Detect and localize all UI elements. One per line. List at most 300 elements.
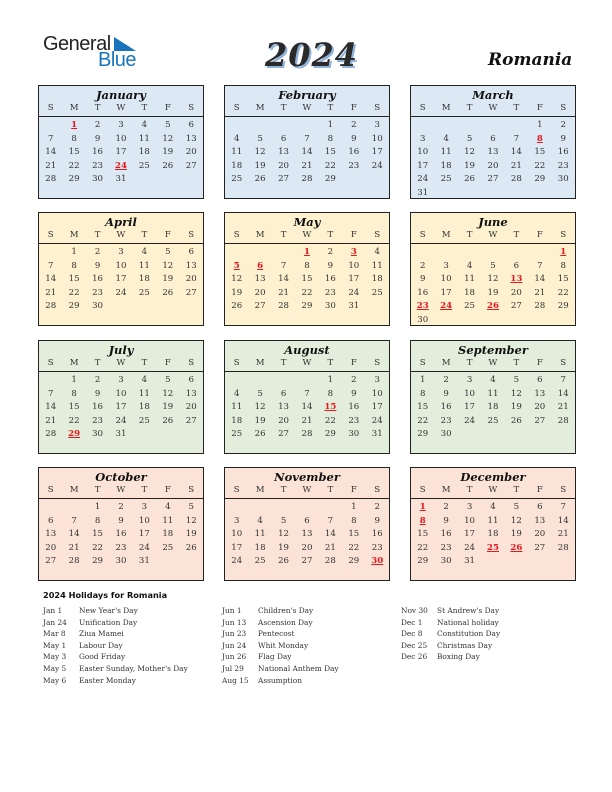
day-cell: 8 <box>71 133 77 144</box>
day-cell: 13 <box>278 402 290 413</box>
day-cell: 9 <box>419 274 426 285</box>
empty-cell <box>156 428 179 442</box>
day-cell: 17 <box>371 402 383 413</box>
holiday-day: 23 <box>416 301 429 312</box>
week-row <box>225 501 389 515</box>
day-cell: 12 <box>162 388 174 399</box>
month-march <box>410 85 576 199</box>
holiday-name: Children's Day <box>258 606 314 615</box>
day-cell: 23 <box>115 542 127 553</box>
day-cell: 21 <box>324 542 336 553</box>
holiday-item <box>401 651 500 663</box>
day-cell: 3 <box>118 120 124 130</box>
holiday-name: Labour Day <box>79 640 123 650</box>
empty-cell <box>528 555 551 569</box>
day-cell: 29 <box>324 174 336 185</box>
day-cell: 20 <box>185 402 197 413</box>
holiday-date: May 3 <box>43 652 67 662</box>
country-title: Romania <box>488 50 573 70</box>
day-cell: 7 <box>304 133 310 144</box>
weekday-label: T <box>466 485 473 495</box>
month-name: December <box>460 470 526 484</box>
day-cell: 27 <box>185 287 197 298</box>
week-row <box>39 300 203 314</box>
day-cell: 22 <box>92 542 104 553</box>
empty-cell <box>505 246 528 260</box>
weekday-label: T <box>280 103 287 113</box>
holiday-item <box>222 628 339 640</box>
month-november <box>224 467 390 581</box>
day-cell: 4 <box>490 375 496 385</box>
week-row <box>225 119 389 133</box>
weekday-label: S <box>47 485 54 495</box>
week-row <box>411 160 575 174</box>
day-cell: 31 <box>115 429 127 440</box>
day-cell: 25 <box>138 287 150 298</box>
weekday-label: S <box>233 230 240 240</box>
weekday-label: W <box>488 103 498 113</box>
holiday-day: 13 <box>510 274 523 285</box>
day-cell: 26 <box>254 429 266 440</box>
day-cell: 4 <box>233 388 240 399</box>
day-cell: 23 <box>557 160 569 171</box>
day-cell: 12 <box>487 274 499 285</box>
day-cell: 21 <box>557 529 569 540</box>
day-cell: 24 <box>371 415 383 426</box>
week-row <box>39 246 203 260</box>
day-cell: 15 <box>301 274 313 285</box>
day-cell: 25 <box>254 556 266 567</box>
day-cell: 6 <box>280 133 287 144</box>
day-cell: 5 <box>165 247 171 257</box>
empty-cell <box>156 173 179 187</box>
empty-cell <box>481 314 504 328</box>
day-cell: 23 <box>348 160 360 171</box>
day-cell: 15 <box>534 147 546 158</box>
weekday-label: T <box>141 358 148 368</box>
week-row <box>39 515 203 529</box>
holiday-day: 25 <box>486 542 499 553</box>
empty-cell <box>481 246 504 260</box>
day-cell: 31 <box>348 301 360 312</box>
empty-cell <box>552 428 575 442</box>
day-cell: 18 <box>464 287 476 298</box>
weekday-label: T <box>513 358 520 368</box>
empty-cell <box>133 173 156 187</box>
holiday-date: Aug 15 <box>222 675 249 685</box>
day-cell: 16 <box>371 529 383 540</box>
day-cell: 24 <box>115 415 127 426</box>
weekday-label: S <box>560 358 567 368</box>
weekday-label: S <box>188 485 195 495</box>
weekday-label: M <box>255 358 265 368</box>
day-cell: 3 <box>374 375 380 385</box>
holiday-date: Jun 24 <box>222 640 247 650</box>
day-cell: 10 <box>417 147 429 158</box>
day-cell: 23 <box>348 415 360 426</box>
holidays-column <box>222 605 339 686</box>
weekday-header <box>225 103 389 117</box>
week-row <box>225 415 389 429</box>
week-row <box>225 300 389 314</box>
empty-cell <box>225 246 248 260</box>
empty-cell <box>272 246 295 260</box>
day-cell: 20 <box>510 287 522 298</box>
day-cell: 24 <box>231 556 243 567</box>
day-cell: 2 <box>118 502 124 512</box>
day-cell: 23 <box>92 415 104 426</box>
day-cell: 21 <box>68 542 80 553</box>
holiday-date: May 6 <box>43 675 67 685</box>
weekday-label: M <box>441 103 451 113</box>
day-cell: 26 <box>231 301 243 312</box>
day-cell: 22 <box>417 415 429 426</box>
weekday-label: S <box>419 103 426 113</box>
day-cell: 7 <box>513 133 520 144</box>
empty-cell <box>505 428 528 442</box>
holiday-date: Mar 8 <box>43 629 66 639</box>
week-row <box>39 555 203 569</box>
empty-cell <box>481 555 504 569</box>
day-cell: 20 <box>45 542 57 553</box>
day-cell: 1 <box>327 375 334 385</box>
day-cell: 10 <box>138 515 150 526</box>
empty-cell <box>225 501 248 515</box>
day-cell: 4 <box>490 502 496 512</box>
weekday-label: T <box>327 103 334 113</box>
holiday-item <box>43 651 188 663</box>
day-cell: 6 <box>513 260 520 271</box>
day-cell: 25 <box>371 287 383 298</box>
weekday-header <box>39 485 203 499</box>
day-cell: 1 <box>94 502 101 512</box>
logo <box>43 33 143 73</box>
day-cell: 18 <box>487 402 499 413</box>
day-cell: 30 <box>417 314 429 325</box>
day-cell: 2 <box>351 375 357 385</box>
weekday-header <box>225 230 389 244</box>
holiday-name: Easter Sunday, Mother's Day <box>79 663 188 673</box>
day-cell: 11 <box>464 274 476 285</box>
day-cell: 25 <box>464 301 476 312</box>
holiday-name: Flag Day <box>258 652 292 662</box>
day-cell: 7 <box>327 515 334 526</box>
holiday-day: 5 <box>233 260 240 271</box>
day-cell: 29 <box>348 556 360 567</box>
day-cell: 11 <box>440 147 452 158</box>
empty-cell <box>528 314 551 328</box>
day-cell: 17 <box>115 274 127 285</box>
weekday-label: S <box>188 358 195 368</box>
day-cell: 25 <box>231 429 243 440</box>
day-cell: 17 <box>115 147 127 158</box>
day-cell: 26 <box>185 542 197 553</box>
day-cell: 12 <box>510 515 522 526</box>
day-cell: 9 <box>94 260 101 271</box>
day-cell: 18 <box>487 529 499 540</box>
month-may <box>224 212 390 326</box>
weekday-label: S <box>233 358 240 368</box>
week-row <box>39 528 203 542</box>
day-cell: 16 <box>324 274 336 285</box>
empty-cell <box>458 428 481 442</box>
day-cell: 17 <box>115 402 127 413</box>
day-cell: 30 <box>92 429 104 440</box>
empty-cell <box>366 300 389 314</box>
day-cell: 28 <box>510 174 522 185</box>
empty-cell <box>272 119 295 133</box>
weekday-label: S <box>374 103 381 113</box>
month-name: August <box>284 343 330 357</box>
day-cell: 16 <box>115 529 127 540</box>
holiday-name: Boxing Day <box>437 652 480 662</box>
weekday-label: F <box>536 485 543 495</box>
weekday-label: W <box>488 358 498 368</box>
day-cell: 3 <box>419 133 426 144</box>
day-cell: 18 <box>231 415 243 426</box>
day-cell: 2 <box>94 120 101 130</box>
day-cell: 5 <box>466 133 473 144</box>
week-row <box>225 246 389 260</box>
day-cell: 10 <box>440 274 452 285</box>
holiday-item <box>43 675 188 687</box>
week-row <box>39 146 203 160</box>
day-cell: 11 <box>231 147 243 158</box>
day-cell: 7 <box>560 502 566 512</box>
day-cell: 28 <box>68 556 80 567</box>
holiday-name: Easter Monday <box>79 675 136 685</box>
empty-cell <box>528 428 551 442</box>
month-name: October <box>95 470 147 484</box>
empty-cell <box>434 246 457 260</box>
day-cell: 1 <box>537 120 543 130</box>
weekday-label: T <box>94 358 101 368</box>
day-cell: 9 <box>94 388 101 399</box>
day-cell: 29 <box>92 556 104 567</box>
day-cell: 20 <box>534 529 546 540</box>
day-cell: 22 <box>534 160 546 171</box>
day-cell: 31 <box>115 174 127 185</box>
day-cell: 12 <box>510 388 522 399</box>
empty-cell <box>180 428 203 442</box>
weekday-label: T <box>94 485 101 495</box>
holiday-item <box>222 640 339 652</box>
holiday-item <box>401 605 500 617</box>
empty-cell <box>248 246 271 260</box>
day-cell: 25 <box>138 415 150 426</box>
week-row <box>411 401 575 415</box>
holiday-item <box>43 628 188 640</box>
day-cell: 14 <box>324 529 336 540</box>
day-cell: 23 <box>92 160 104 171</box>
weekday-label: M <box>441 230 451 240</box>
day-cell: 16 <box>440 402 452 413</box>
day-cell: 20 <box>278 415 290 426</box>
day-cell: 30 <box>92 174 104 185</box>
empty-cell <box>458 246 481 260</box>
day-cell: 25 <box>138 160 150 171</box>
holiday-item <box>222 605 339 617</box>
day-cell: 16 <box>92 274 104 285</box>
day-cell: 5 <box>165 375 171 385</box>
day-cell: 31 <box>417 187 429 198</box>
day-cell: 13 <box>45 529 57 540</box>
weekday-label: S <box>188 103 195 113</box>
day-cell: 28 <box>45 301 57 312</box>
holiday-day: 26 <box>510 542 523 553</box>
month-april <box>38 212 204 326</box>
day-cell: 17 <box>371 147 383 158</box>
day-cell: 30 <box>92 301 104 312</box>
day-cell: 20 <box>185 147 197 158</box>
day-cell: 25 <box>162 542 174 553</box>
week-row <box>225 173 389 187</box>
day-cell: 6 <box>47 515 54 526</box>
month-name: November <box>274 470 340 484</box>
day-cell: 8 <box>304 260 310 271</box>
day-cell: 2 <box>351 120 357 130</box>
day-cell: 14 <box>68 529 80 540</box>
holiday-date: Dec 25 <box>401 640 428 650</box>
week-row <box>225 428 389 442</box>
month-name: January <box>96 88 146 102</box>
day-cell: 31 <box>371 429 383 440</box>
day-cell: 19 <box>162 147 174 158</box>
empty-cell <box>180 300 203 314</box>
weekday-label: T <box>94 103 101 113</box>
holiday-name: National Anthem Day <box>258 663 339 673</box>
holiday-day: 24 <box>440 301 453 312</box>
week-row <box>39 428 203 442</box>
week-row <box>225 146 389 160</box>
day-cell: 6 <box>188 375 194 385</box>
week-row <box>411 515 575 529</box>
day-cell: 18 <box>162 529 174 540</box>
week-row <box>411 501 575 515</box>
day-cell: 29 <box>68 174 80 185</box>
holiday-day: 8 <box>419 515 426 526</box>
day-cell: 8 <box>419 388 426 399</box>
day-cell: 5 <box>188 502 194 512</box>
day-cell: 12 <box>231 274 243 285</box>
holiday-day: 1 <box>303 247 310 257</box>
day-cell: 11 <box>231 402 243 413</box>
week-row <box>411 314 575 328</box>
day-cell: 15 <box>68 147 80 158</box>
day-cell: 2 <box>560 120 566 130</box>
day-cell: 27 <box>45 556 57 567</box>
week-row <box>225 401 389 415</box>
weekday-label: W <box>488 230 498 240</box>
day-cell: 17 <box>464 529 476 540</box>
weekday-label: T <box>280 358 287 368</box>
day-cell: 9 <box>118 515 124 526</box>
holiday-day: 1 <box>560 247 567 257</box>
day-cell: 1 <box>351 502 357 512</box>
weekday-header <box>39 103 203 117</box>
week-row <box>225 388 389 402</box>
holiday-name: Ziua Mamei <box>79 629 124 639</box>
weekday-label: T <box>513 103 520 113</box>
holiday-name: Assumption <box>258 675 302 685</box>
day-cell: 20 <box>185 274 197 285</box>
day-cell: 5 <box>513 375 520 385</box>
weekday-label: S <box>47 358 54 368</box>
day-cell: 30 <box>348 429 360 440</box>
week-row <box>225 273 389 287</box>
weekday-label: M <box>69 103 79 113</box>
holiday-date: Jul 29 <box>222 663 244 673</box>
day-cell: 23 <box>92 287 104 298</box>
day-cell: 7 <box>47 260 54 271</box>
day-cell: 29 <box>557 301 569 312</box>
holiday-name: Ascension Day <box>258 617 313 627</box>
weekday-label: T <box>513 485 520 495</box>
day-cell: 3 <box>466 502 473 512</box>
week-row <box>39 273 203 287</box>
day-cell: 5 <box>257 388 263 399</box>
holiday-day: 26 <box>486 301 499 312</box>
weekday-label: S <box>560 103 567 113</box>
month-july <box>38 340 204 454</box>
holiday-item <box>222 675 339 687</box>
weekday-label: F <box>350 485 357 495</box>
holiday-name: Good Friday <box>79 652 126 662</box>
weekday-header <box>411 230 575 244</box>
weekday-label: F <box>536 230 543 240</box>
week-row <box>39 542 203 556</box>
weekday-label: M <box>69 230 79 240</box>
day-cell: 28 <box>45 429 57 440</box>
holidays-column <box>401 605 500 663</box>
day-cell: 26 <box>510 415 522 426</box>
holiday-day: 1 <box>71 120 78 130</box>
week-row <box>225 374 389 388</box>
empty-cell <box>434 187 457 201</box>
holiday-item <box>222 651 339 663</box>
day-cell: 6 <box>537 502 543 512</box>
week-row <box>411 542 575 556</box>
day-cell: 27 <box>301 556 313 567</box>
day-cell: 24 <box>371 160 383 171</box>
day-cell: 29 <box>301 301 313 312</box>
day-cell: 4 <box>141 247 148 257</box>
weekday-label: T <box>466 230 473 240</box>
day-cell: 31 <box>138 556 150 567</box>
empty-cell <box>434 314 457 328</box>
holiday-day: 8 <box>536 133 543 144</box>
month-december <box>410 467 576 581</box>
week-row <box>411 187 575 201</box>
day-cell: 19 <box>278 542 290 553</box>
month-name: May <box>293 215 321 229</box>
month-february <box>224 85 390 199</box>
week-row <box>411 555 575 569</box>
day-cell: 17 <box>348 274 360 285</box>
day-cell: 22 <box>557 287 569 298</box>
day-cell: 14 <box>278 274 290 285</box>
empty-cell <box>156 300 179 314</box>
holiday-date: Jan 24 <box>43 617 67 627</box>
holiday-day: 3 <box>350 247 357 257</box>
empty-cell <box>109 300 132 314</box>
day-cell: 3 <box>118 375 124 385</box>
empty-cell <box>505 555 528 569</box>
day-cell: 30 <box>115 556 127 567</box>
day-cell: 14 <box>45 147 57 158</box>
week-row <box>411 260 575 274</box>
day-cell: 24 <box>348 287 360 298</box>
